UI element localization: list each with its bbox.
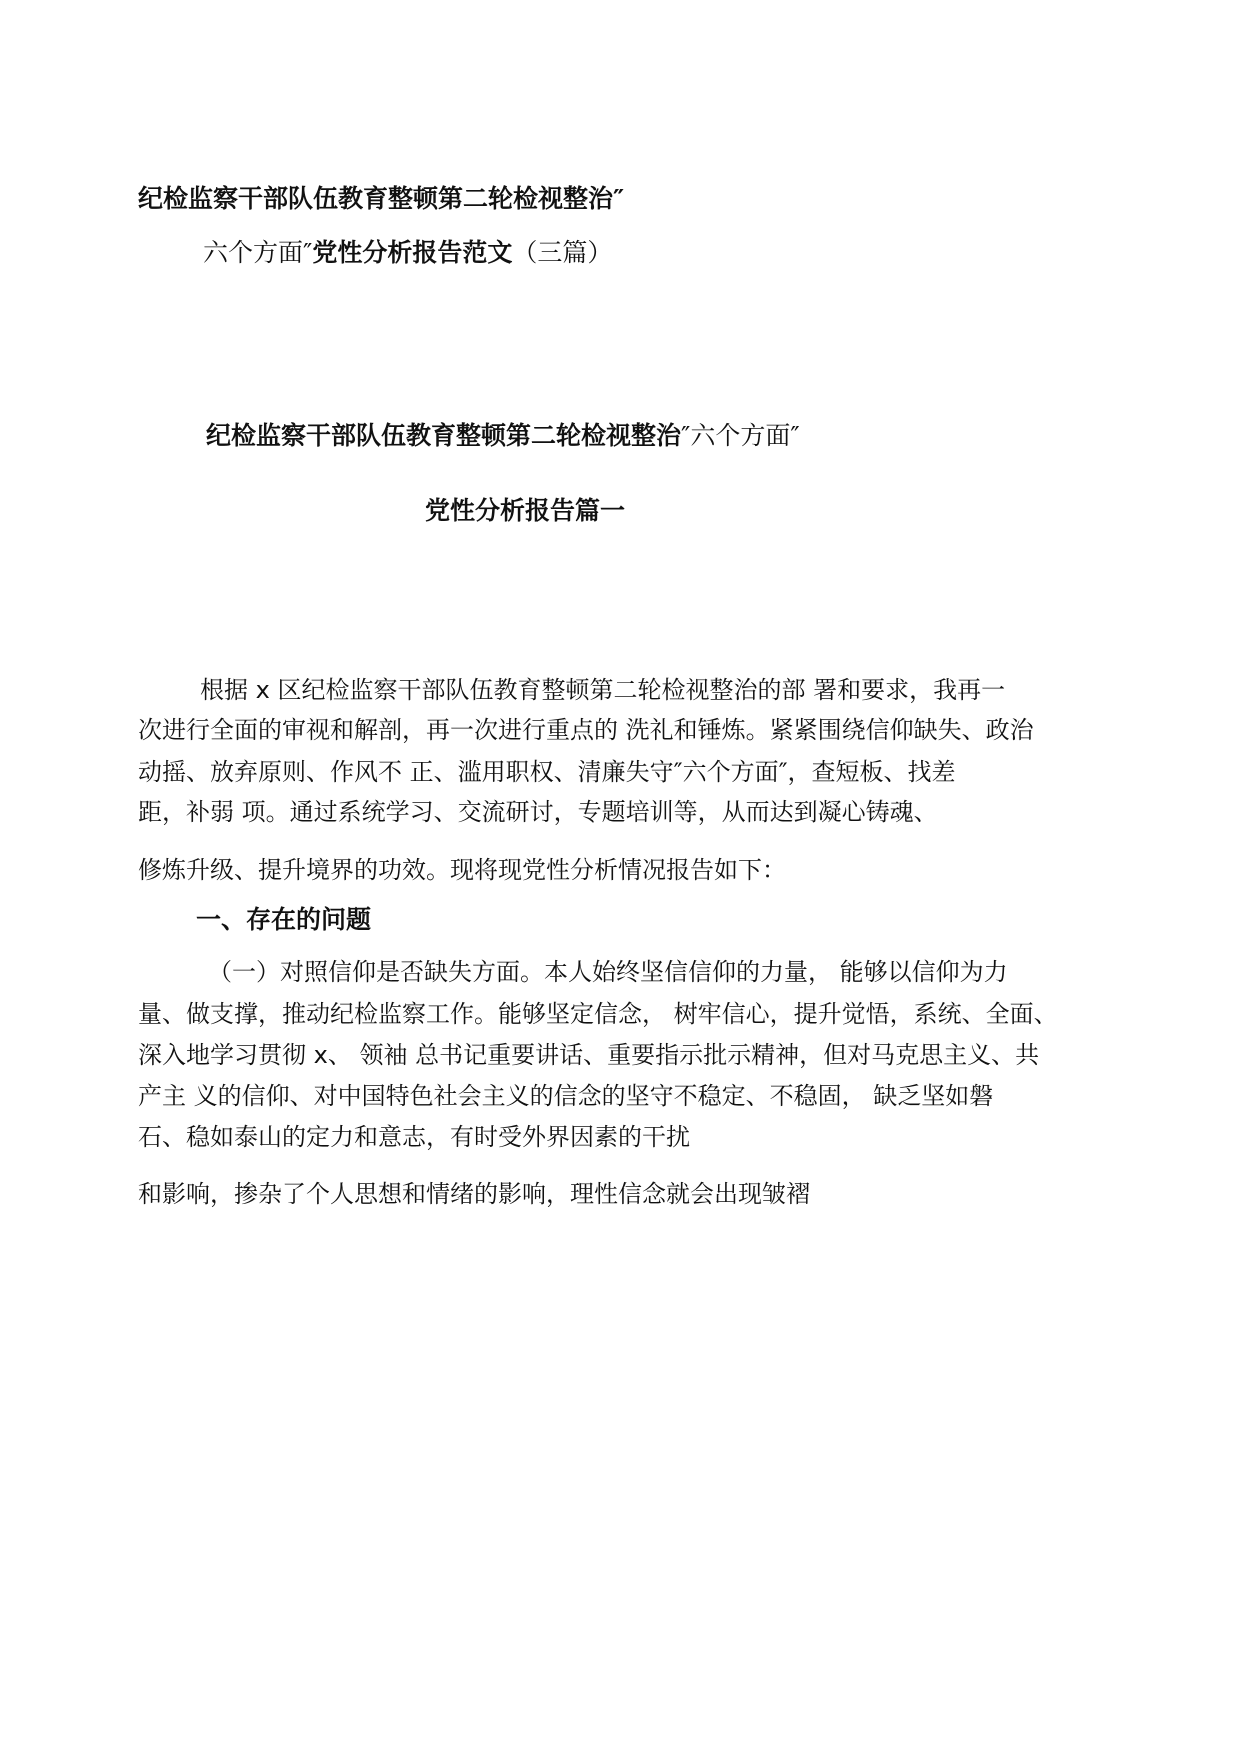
section1-line-6: 和影响，掺杂了个人思想和情绪的影响，理性信念就会出现皱褶 [138, 1180, 810, 1208]
intro-line-5: 修炼升级、提升境界的功效。现将现党性分析情况报告如下： [138, 856, 786, 884]
article-title-line1-bold: 纪检监察干部队伍教育整顿第二轮检视整治 [206, 421, 682, 450]
intro-line-3: 动摇、放弃原则、作风不 正、滥用职权、清廉失守″六个方面″，查短板、找差 [138, 758, 956, 786]
section1-line-5: 石、稳如泰山的定力和意志，有时受外界因素的干扰 [138, 1123, 690, 1151]
article-title-line2: 党性分析报告篇一 [425, 496, 626, 525]
cover-title-line2 [203, 240, 612, 265]
section1-line-3: 深入地学习贯彻 x、 领袖 总书记重要讲话、重要指示批示精神，但对马克思主义、共 [138, 1041, 1040, 1069]
intro-line-2: 次进行全面的审视和解剖，再一次进行重点的 洗礼和锤炼。紧紧围绕信仰缺失、政治 [138, 716, 1034, 744]
section-heading: 一、存在的问题 [196, 905, 372, 934]
intro-line-1: 根据 x 区纪检监察干部队伍教育整顿第二轮检视整治的部 署和要求，我再一 [200, 676, 1006, 704]
article-title-line1-suffix: ″六个方面″ [681, 421, 800, 450]
intro-line-4: 距，补弱 项。通过系统学习、交流研讨，专题培训等，从而达到凝心铸魂、 [138, 798, 938, 826]
article-title-line1 [206, 423, 800, 448]
section1-line-4: 产主 义的信仰、对中国特色社会主义的信念的坚守不稳定、不稳固， 缺乏坚如磐 [138, 1082, 994, 1110]
cover-title-line2-suffix: （三篇） [512, 238, 613, 267]
cover-title-line1: 纪检监察干部队伍教育整顿第二轮检视整治″ [138, 184, 625, 213]
cover-title-line2-normal: 六个方面″ [203, 238, 313, 267]
section1-line-2: 量、做支撑，推动纪检监察工作。能够坚定信念， 树牢信心，提升觉悟，系统、全面、 [138, 1000, 1058, 1028]
cover-title-line2-bold: 党性分析报告范文 [312, 238, 513, 267]
section1-line-1: （一）对照信仰是否缺失方面。本人始终坚信信仰的力量， 能够以信仰为力 [208, 958, 1008, 986]
